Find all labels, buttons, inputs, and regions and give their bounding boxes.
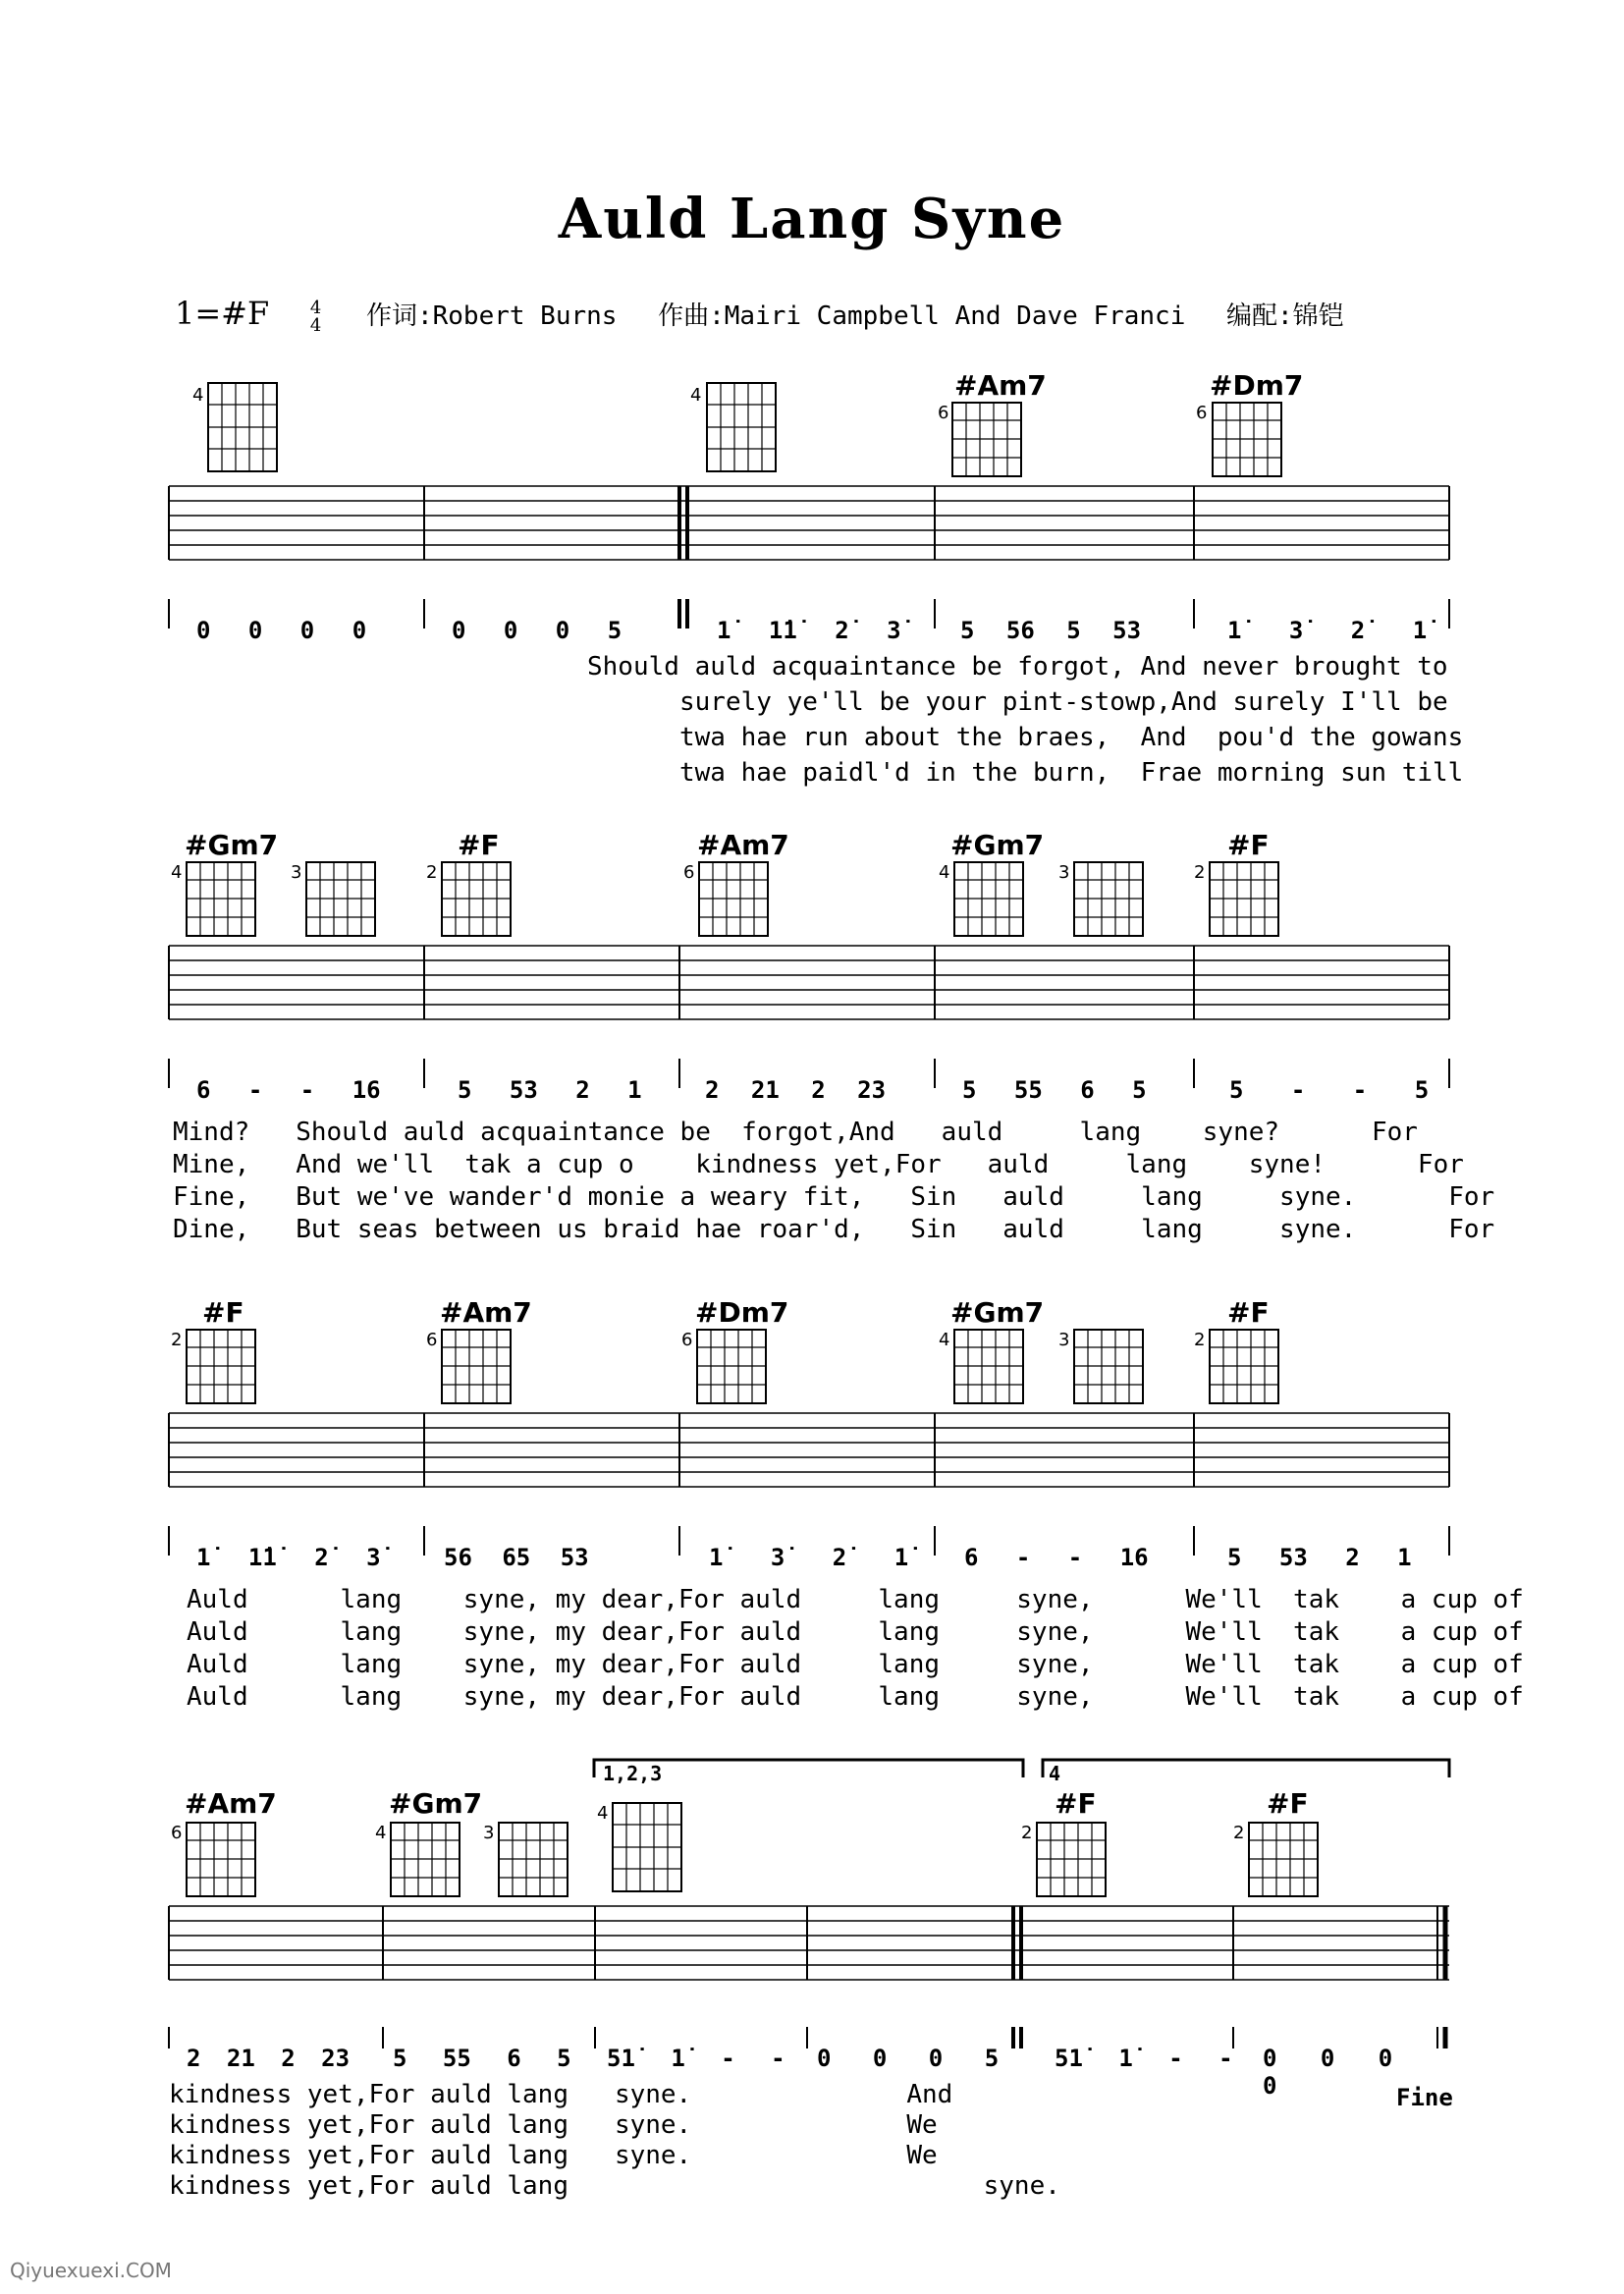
chord-name: #F [1227, 829, 1270, 861]
fret-number: 2 [171, 1330, 183, 1350]
lyric-line: Auld lang syne, my dear,For auld lang syne, We'll tak a cup of [187, 1585, 1524, 1614]
song-header [175, 295, 1370, 335]
measure-numbers: 5 53 2 1 [458, 1076, 642, 1104]
measure-numbers: 0 0 0 5 [452, 617, 623, 644]
lyric-line: kindness yet,For auld lang syne. And [169, 2080, 953, 2109]
lyricist: 作词:Robert Burns [365, 301, 618, 331]
chord-name: #F [1227, 1296, 1270, 1329]
chord-diagram [306, 862, 375, 936]
fret-number: 4 [597, 1803, 609, 1824]
chord-diagram [442, 1330, 511, 1403]
chord-diagram [1074, 862, 1143, 936]
fret-number: 6 [1196, 403, 1208, 423]
fret-number: 3 [1058, 862, 1070, 883]
chord-diagram [707, 383, 776, 471]
chord-diagram [208, 383, 277, 471]
chord-name: #F [202, 1296, 244, 1329]
time-bottom: 4 [309, 314, 322, 336]
chord-diagram [499, 1823, 568, 1896]
chord-name: #Dm7 [1210, 369, 1304, 402]
chord-name: #Am7 [697, 829, 789, 861]
fret-number: 2 [1194, 1330, 1206, 1350]
fret-number: 6 [938, 403, 949, 423]
chord-diagram [952, 403, 1021, 476]
fret-number: 4 [171, 862, 183, 883]
measure-numbers: 2 21 2 23 [187, 2045, 351, 2072]
lyric-line: kindness yet,For auld lang syne. [169, 2171, 1060, 2201]
chord-diagram [1249, 1823, 1318, 1896]
fret-number: 6 [171, 1823, 183, 1843]
fret-number: 2 [1021, 1823, 1033, 1843]
chord-diagram [187, 862, 255, 936]
fret-number: 4 [939, 862, 950, 883]
measure-numbers: 0 0 0 0 [1263, 2045, 1393, 2100]
measure-numbers: 1̇ 3̇ 2̇ 1̇ [1227, 617, 1428, 644]
fret-number: 2 [1194, 862, 1206, 883]
chord-diagram [1210, 862, 1278, 936]
measure-numbers: 6 - - 16 [964, 1544, 1149, 1571]
measure-numbers: 51̇ 1̇ - - [1055, 2045, 1233, 2072]
lyric-line: Mind? Should auld acquaintance be forgot,And auld lang syne? For [173, 1118, 1418, 1147]
lyric-line: Auld lang syne, my dear,For auld lang syne, We'll tak a cup of [187, 1682, 1524, 1712]
fret-number: 6 [426, 1330, 438, 1350]
chord-diagram [954, 862, 1023, 936]
fret-number: 2 [1233, 1823, 1245, 1843]
watermark: Qiyuexuexi.COM [10, 2259, 172, 2282]
fret-number: 2 [426, 862, 438, 883]
composer: 作曲:Mairi Campbell And Dave Franci [658, 301, 1186, 331]
fret-number: 4 [939, 1330, 950, 1350]
volta-1: 1,2,3 [603, 1762, 663, 1785]
chord-name: #Gm7 [950, 1296, 1045, 1329]
time-signature [309, 297, 322, 336]
key-signature: 1=#F [175, 295, 270, 332]
chord-name: #Gm7 [185, 829, 279, 861]
measure-numbers: 5 - - 5 [1229, 1076, 1430, 1104]
tab-staff [169, 1906, 1449, 1980]
fret-number: 6 [681, 1330, 693, 1350]
chord-name: #Am7 [185, 1787, 277, 1820]
measure-numbers: 5 55 6 5 [962, 1076, 1147, 1104]
chord-name: #Am7 [954, 369, 1047, 402]
chord-name: #Dm7 [695, 1296, 789, 1329]
tab-staff [169, 486, 1449, 560]
lyric-line: Should auld acquaintance be forgot, And never brought to [587, 652, 1448, 682]
tab-staff [169, 1413, 1449, 1487]
lyric-line: Dine, But seas between us braid hae roar'd, Sin auld lang syne. For [173, 1215, 1495, 1244]
lyric-line: surely ye'll be your pint-stowp,And surely I'll be [679, 687, 1448, 717]
fine-marking: Fine [1396, 2084, 1453, 2111]
measure-numbers: 1̇ 1̇1̇ 2̇ 3̇ [717, 617, 901, 644]
fret-number: 3 [1058, 1330, 1070, 1350]
fret-number: 3 [483, 1823, 495, 1843]
measure-numbers: 5 55 6 5 [393, 2045, 571, 2072]
chord-name: #F [1267, 1787, 1309, 1820]
chord-diagram [187, 1823, 255, 1896]
measure-numbers: 5 53 2 1 [1227, 1544, 1412, 1571]
measure-numbers: 1̇ 1̇1̇ 2̇ 3̇ [196, 1544, 381, 1571]
chord-name: #Gm7 [389, 1787, 483, 1820]
chord-diagram [613, 1803, 681, 1891]
volta-brackets [594, 1760, 1449, 1777]
lyric-line: Auld lang syne, my dear,For auld lang syne, We'll tak a cup of [187, 1650, 1524, 1679]
fret-number: 6 [683, 862, 695, 883]
fret-number: 3 [291, 862, 302, 883]
chord-diagram [954, 1330, 1023, 1403]
lyric-line: Auld lang syne, my dear,For auld lang syne, We'll tak a cup of [187, 1617, 1524, 1647]
chord-diagram [1074, 1330, 1143, 1403]
measure-numbers: 5 56 5 53 [960, 617, 1142, 644]
chord-diagram [187, 1330, 255, 1403]
chord-name: #F [1055, 1787, 1097, 1820]
measure-numbers: 56 65 53 [444, 1544, 589, 1571]
fret-number: 4 [192, 385, 204, 406]
chord-name: #Gm7 [950, 829, 1045, 861]
lyric-line: Fine, But we've wander'd monie a weary fit, Sin auld lang syne. For [173, 1182, 1495, 1212]
arranger: 编配:锦铠 [1226, 301, 1344, 331]
chord-diagram [442, 862, 511, 936]
lyric-line: kindness yet,For auld lang syne. We [169, 2141, 938, 2170]
lyric-line: kindness yet,For auld lang syne. We [169, 2110, 938, 2140]
lyric-line: twa hae paidl'd in the burn, Frae morning sun till [679, 758, 1464, 788]
chord-diagram [1213, 403, 1281, 476]
chord-diagram [697, 1330, 766, 1403]
chord-name: #Am7 [440, 1296, 532, 1329]
fret-number: 4 [690, 385, 702, 406]
chord-diagram [1037, 1823, 1106, 1896]
measure-numbers: 1̇ 3̇ 2̇ 1̇ [709, 1544, 909, 1571]
time-top: 4 [309, 297, 322, 318]
chord-diagram [699, 862, 768, 936]
measure-numbers: 2 21 2 23 [705, 1076, 887, 1104]
fret-number: 4 [375, 1823, 387, 1843]
measure-numbers: 51̇ 1̇ - - [607, 2045, 785, 2072]
measure-numbers: 0 0 0 0 [196, 617, 367, 644]
lyric-line: twa hae run about the braes, And pou'd the gowans [679, 723, 1464, 752]
chord-diagram [391, 1823, 460, 1896]
volta-2: 4 [1049, 1762, 1061, 1785]
tab-staff [169, 946, 1449, 1019]
measure-numbers: 0 0 0 5 [817, 2045, 1000, 2072]
song-title: Auld Lang Syne [558, 187, 1066, 251]
chord-name: #F [458, 829, 500, 861]
chord-diagram [1210, 1330, 1278, 1403]
lyric-line: Mine, And we'll tak a cup o kindness yet,For auld lang syne! For [173, 1150, 1464, 1179]
measure-numbers: 6 - - 16 [196, 1076, 381, 1104]
